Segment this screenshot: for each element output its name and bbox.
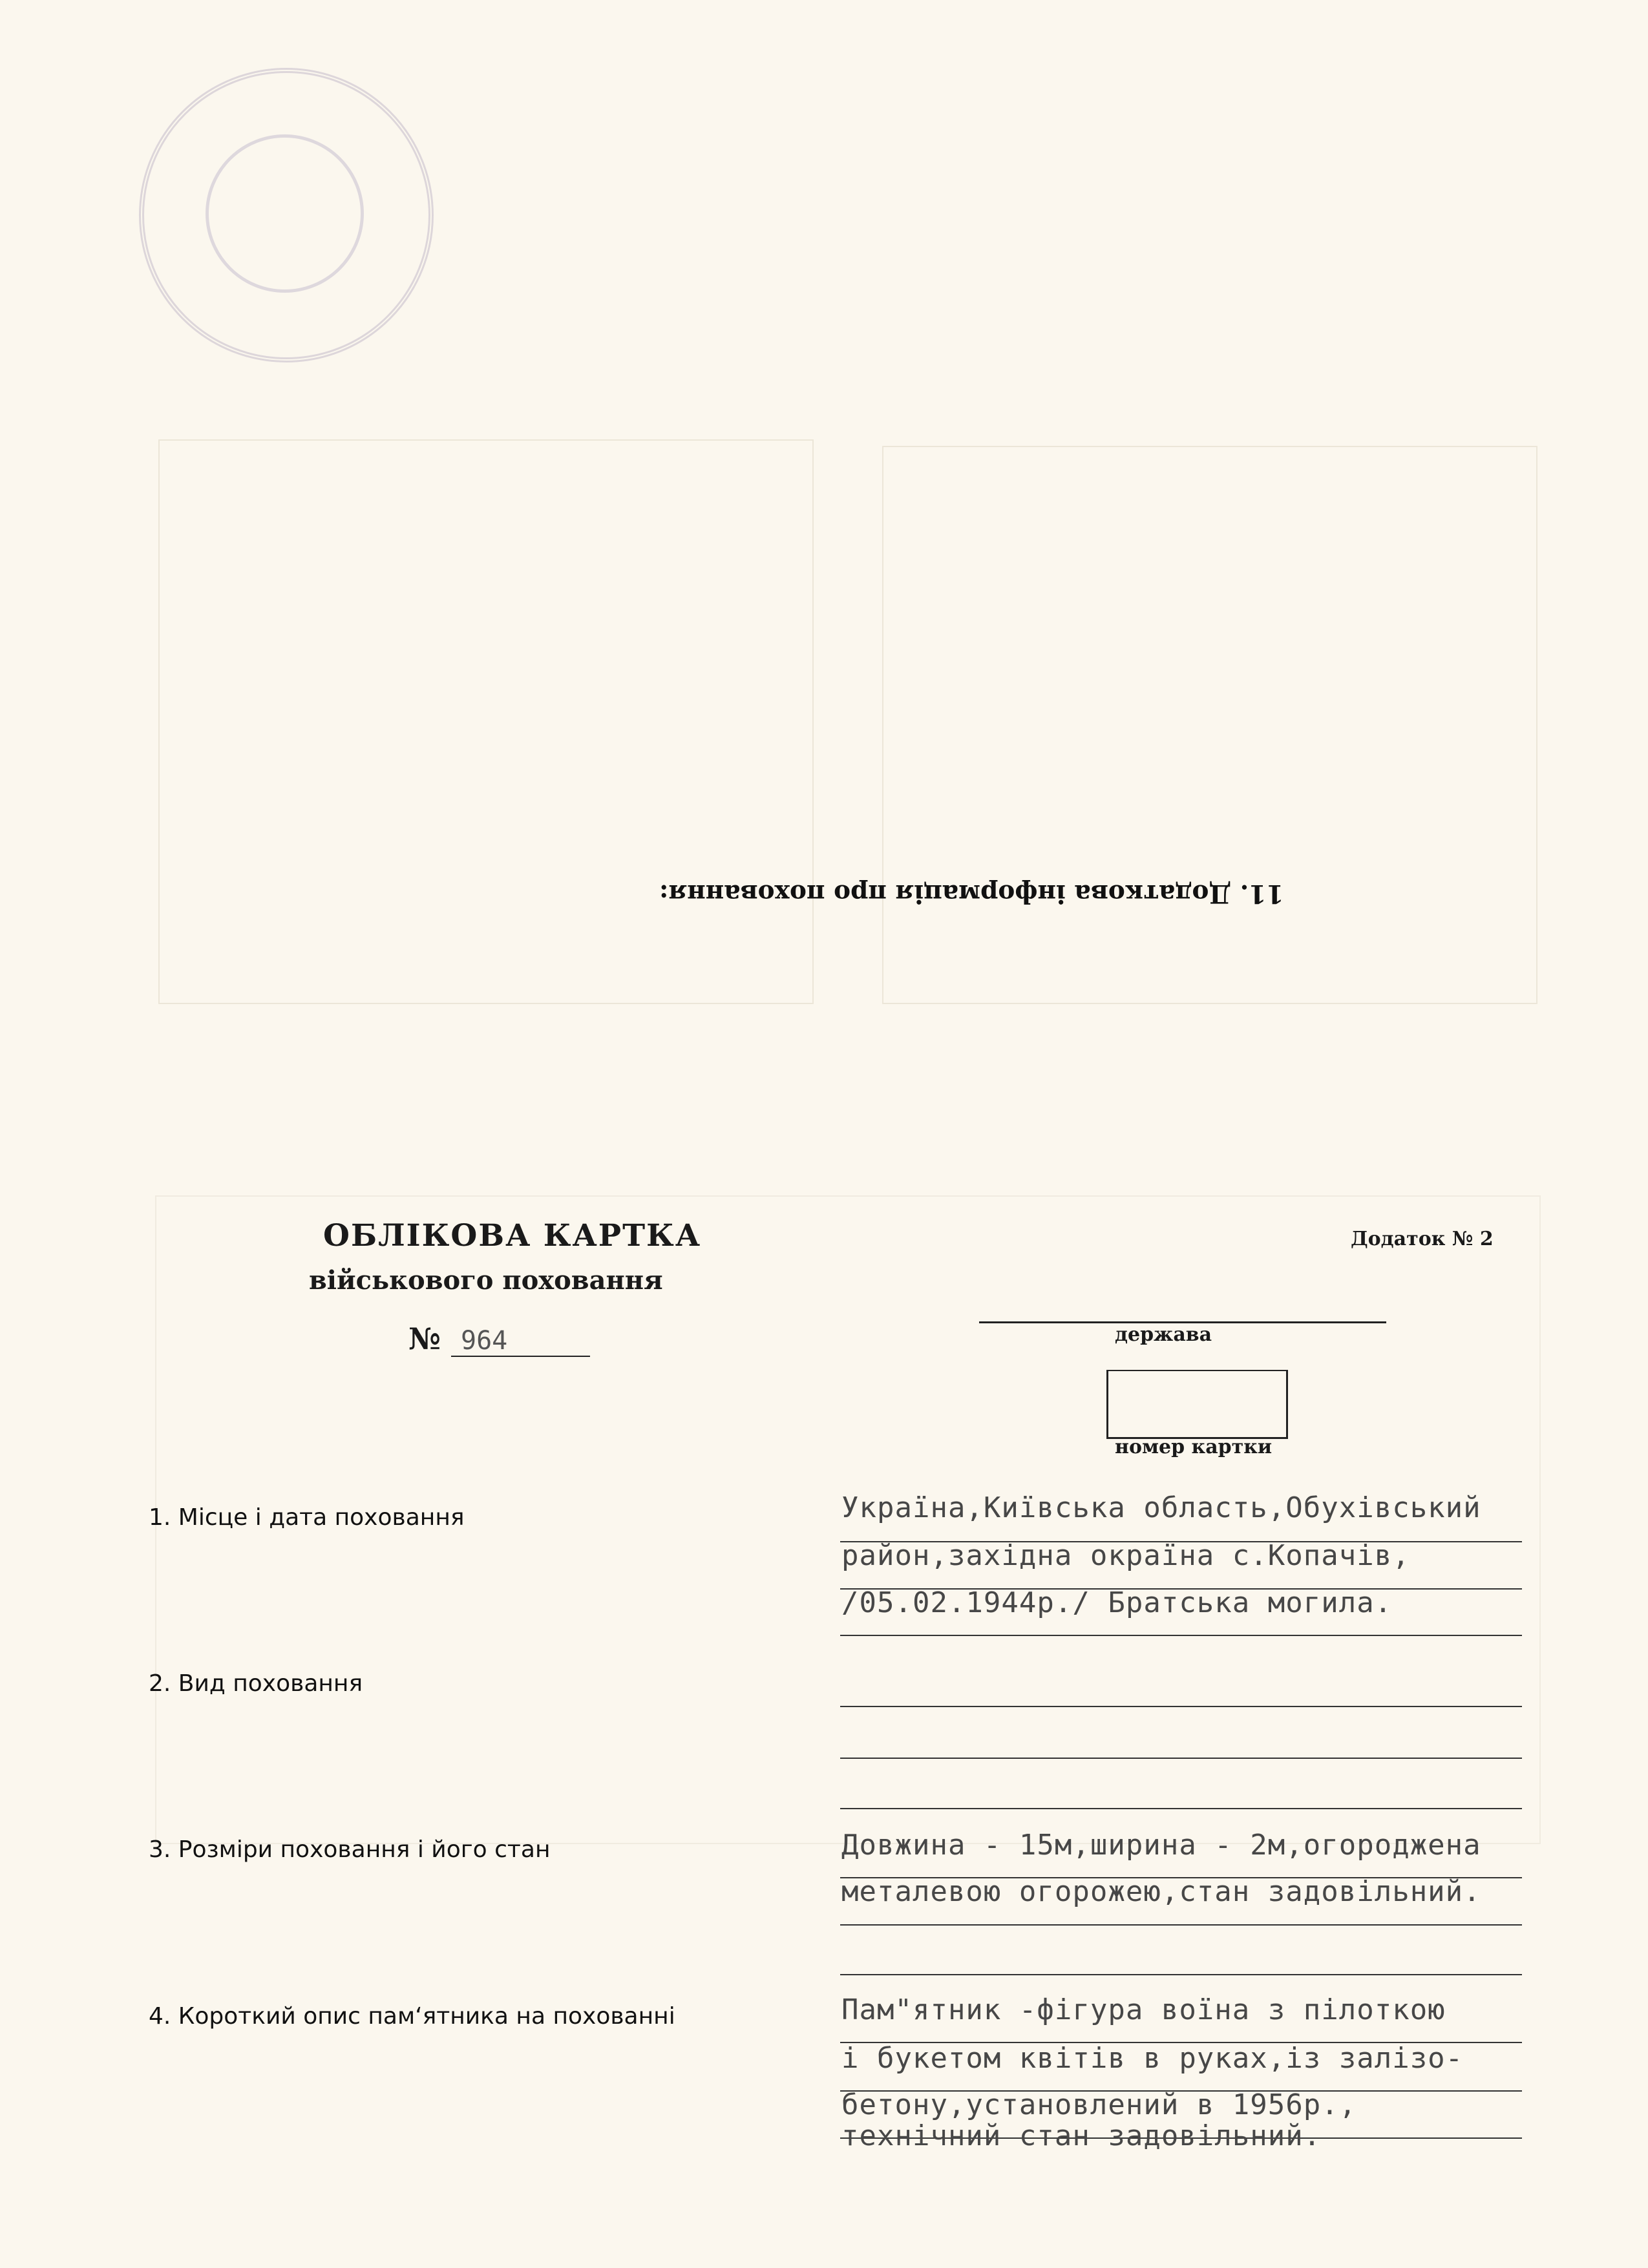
answer-line [840, 1706, 1522, 1707]
answer-q3-line1: Довжина - 15м,ширина - 2м,огороджена [841, 1829, 1481, 1862]
question-burial-place-date: 1. Місце і дата поховання [149, 1504, 465, 1531]
answer-line [840, 1808, 1522, 1809]
answer-line [840, 1974, 1522, 1975]
answer-q3-line2: металевою огорожею,стан задовільний. [841, 1875, 1481, 1908]
card-number-value: 964 [451, 1326, 590, 1357]
additional-info-label: 11. Додаткова інформація про поховання: [659, 879, 1284, 908]
card-subtitle: військового поховання [309, 1265, 663, 1296]
question-monument-description: 4. Короткий опис пам‘ятника на похованні [149, 2003, 675, 2030]
card-number-box [1106, 1370, 1288, 1439]
ghost-photo-frame-left [158, 439, 814, 1004]
faded-stamp [139, 68, 434, 362]
appendix-label: Додаток № 2 [1351, 1228, 1494, 1250]
question-burial-size-condition: 3. Розміри поховання і його стан [149, 1836, 551, 1863]
question-burial-type: 2. Вид поховання [149, 1670, 363, 1697]
answer-line [840, 1924, 1522, 1926]
number-sign: № [408, 1321, 441, 1356]
ghost-photo-frame-right [882, 446, 1537, 1004]
answer-q4-line2: і букетом квітів в руках,із залізо- [841, 2042, 1464, 2075]
answer-q1-line2: район,західна окраїна с.Копачів, [841, 1539, 1410, 1572]
answer-q1-line3: /05.02.1944р./ Братська могила. [841, 1586, 1393, 1619]
answer-q1-line1: Україна,Київська область,Обухівський [841, 1491, 1481, 1524]
answer-q4-line1: Пам"ятник -фігура воїна з пілоткою [841, 1993, 1446, 2026]
card-number-row [408, 1321, 590, 1357]
card-title: ОБЛІКОВА КАРТКА [323, 1218, 702, 1254]
card-number-label: номер картки [1115, 1436, 1273, 1458]
answer-line [840, 1635, 1522, 1636]
answer-q4-line4: технічний стан задовільний. [841, 2119, 1322, 2152]
answer-line [840, 1758, 1522, 1759]
answer-q4-line3: бетону,установлений в 1956р., [841, 2088, 1357, 2121]
state-label: держава [1115, 1323, 1212, 1346]
